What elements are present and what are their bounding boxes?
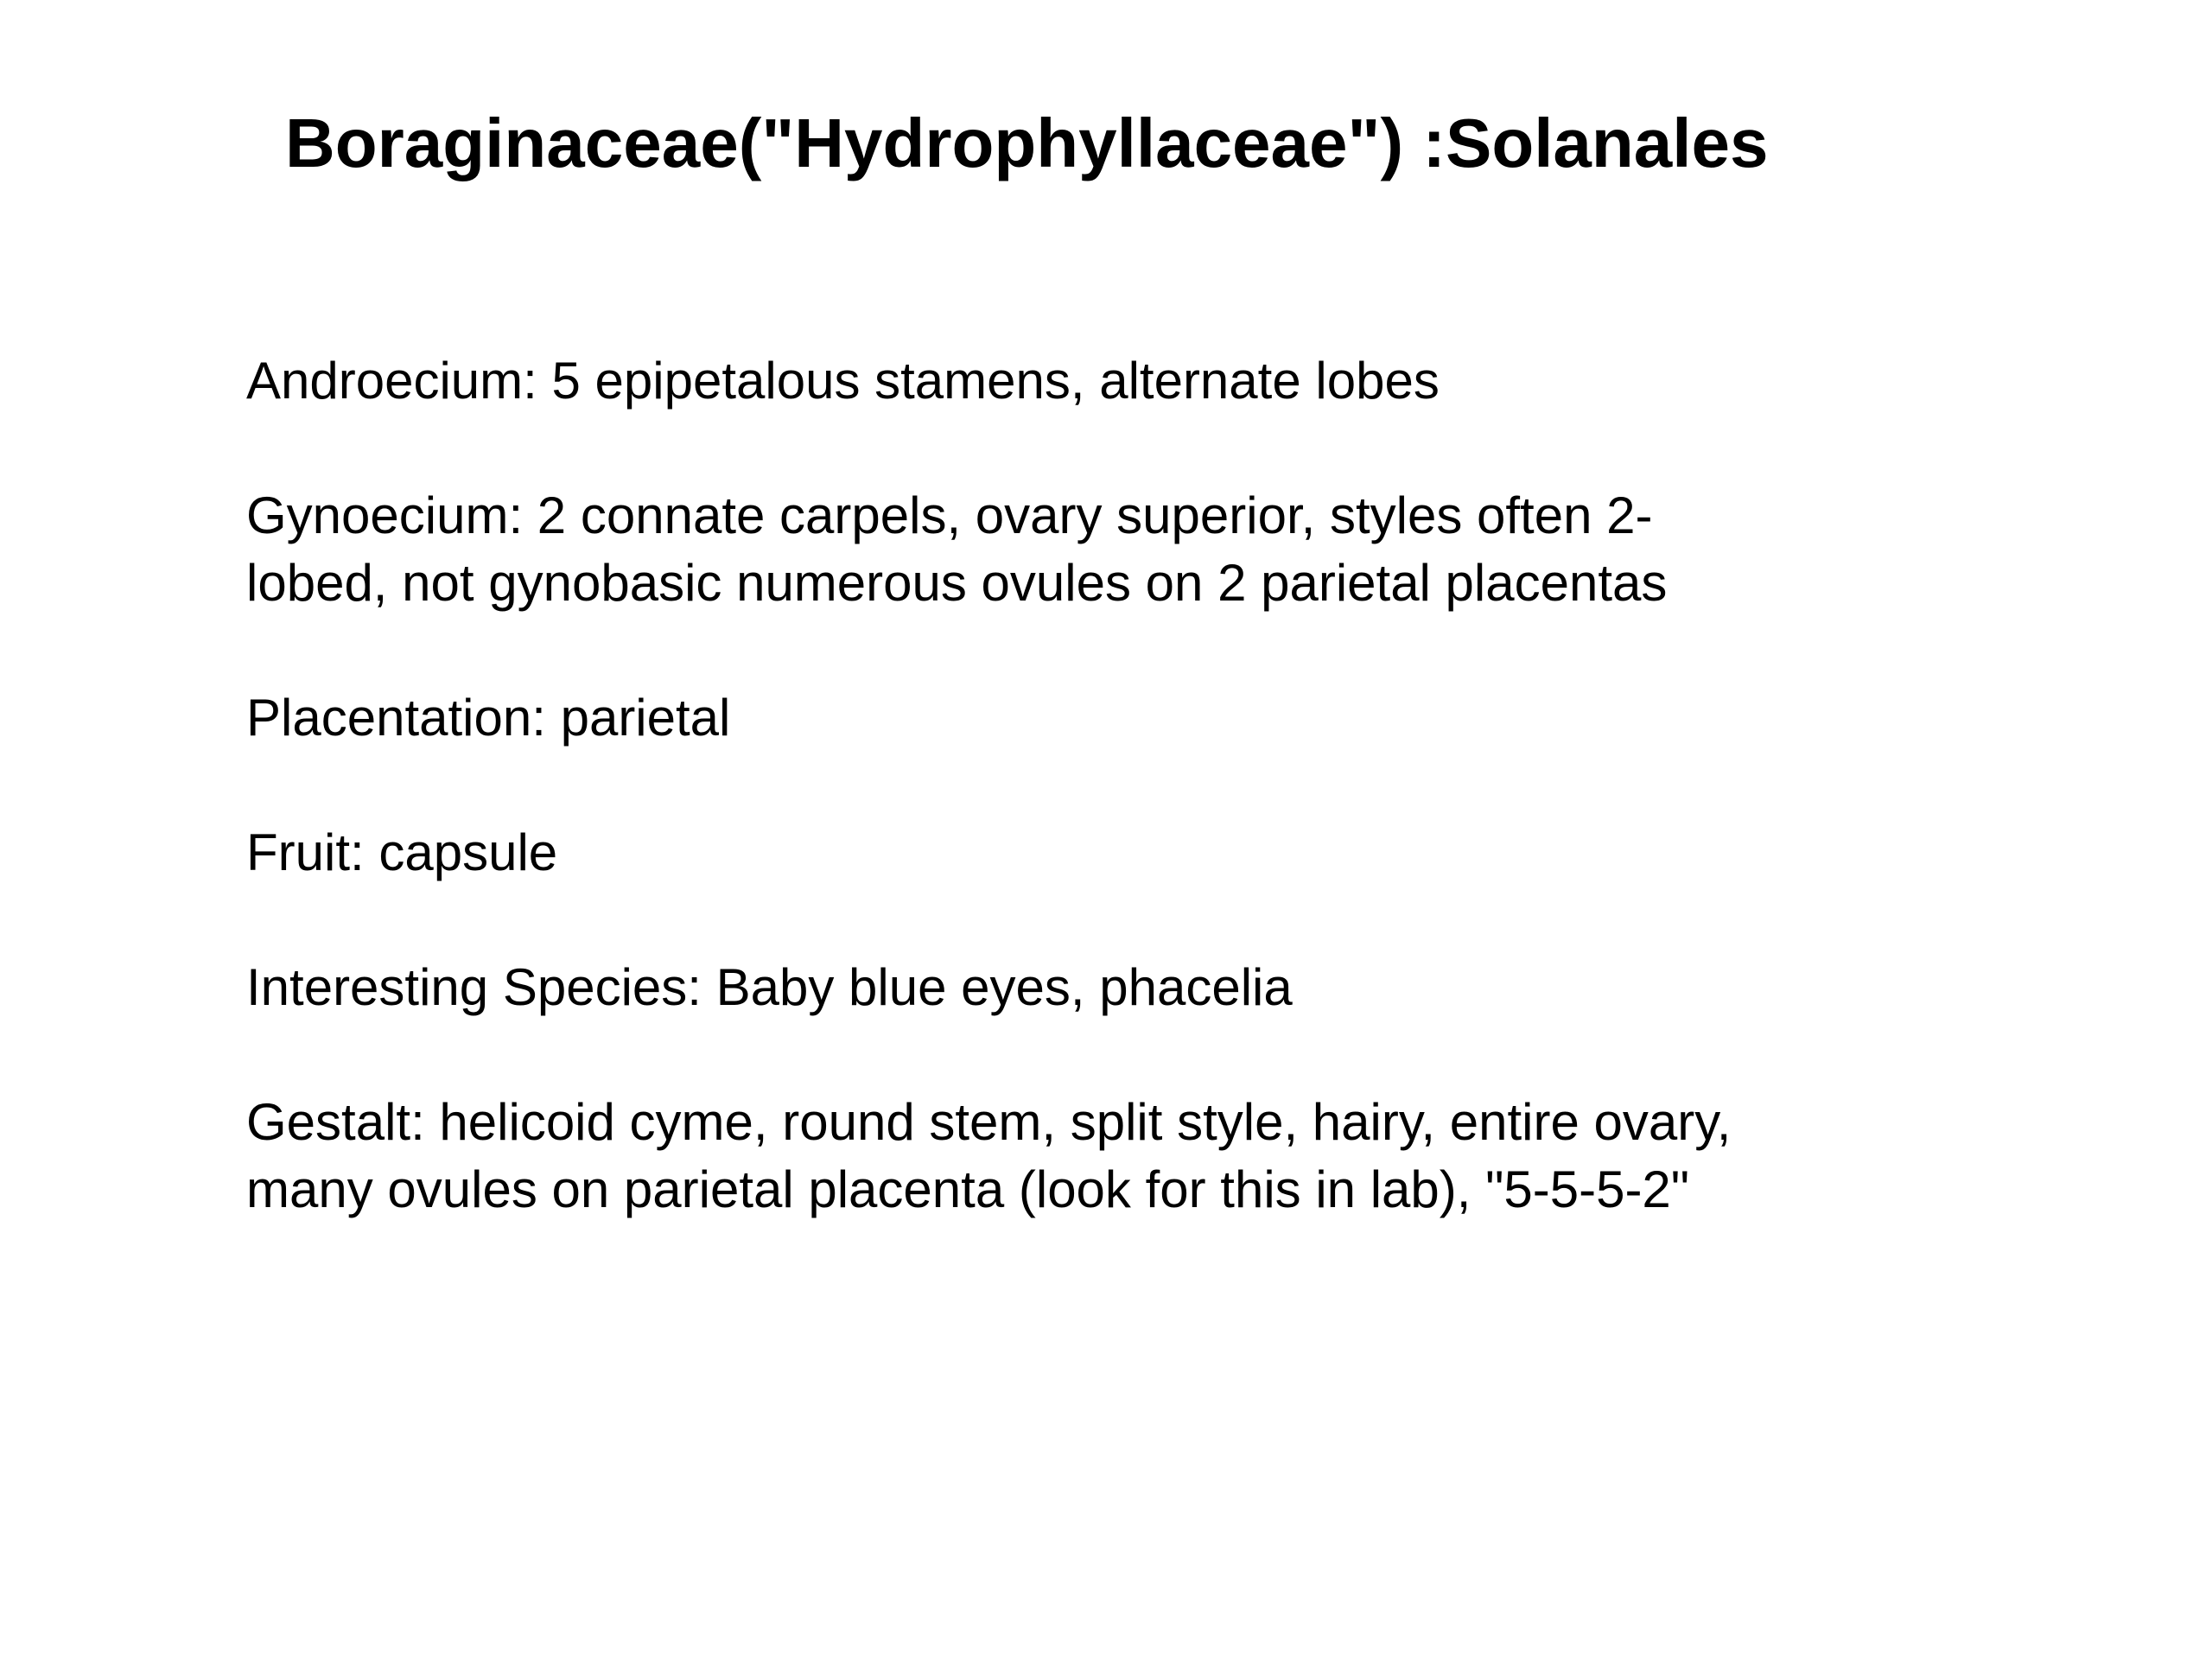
slide-title: Boraginaceae("Hydrophyllaceae") :Solanales (285, 105, 1769, 181)
gestalt-paragraph (246, 1089, 1888, 1224)
paragraph-line: Gestalt: helicoid cyme, round stem, split style, hairy, entire ovary, (246, 1093, 1732, 1151)
paragraph-line: Androecium: 5 epipetalous stamens, alternate lobes (246, 352, 1440, 410)
paragraph-line: many ovules on parietal placenta (look for this in lab), "5-5-5-2" (246, 1160, 1690, 1218)
slide-body (246, 347, 1888, 1291)
gynoecium-paragraph (246, 482, 1888, 617)
paragraph-line: Placentation: parietal (246, 689, 731, 747)
paragraph-line: Interesting Species: Baby blue eyes, phacelia (246, 958, 1293, 1016)
placentation-paragraph (246, 684, 1888, 752)
androecium-paragraph (246, 347, 1888, 415)
fruit-paragraph (246, 819, 1888, 887)
paragraph-line: Gynoecium: 2 connate carpels, ovary superior, styles often 2- (246, 486, 1653, 544)
paragraph-line: lobed, not gynobasic numerous ovules on 2 parietal placentas (246, 554, 1668, 612)
paragraph-line: Fruit: capsule (246, 823, 558, 881)
interesting-species-paragraph (246, 954, 1888, 1021)
